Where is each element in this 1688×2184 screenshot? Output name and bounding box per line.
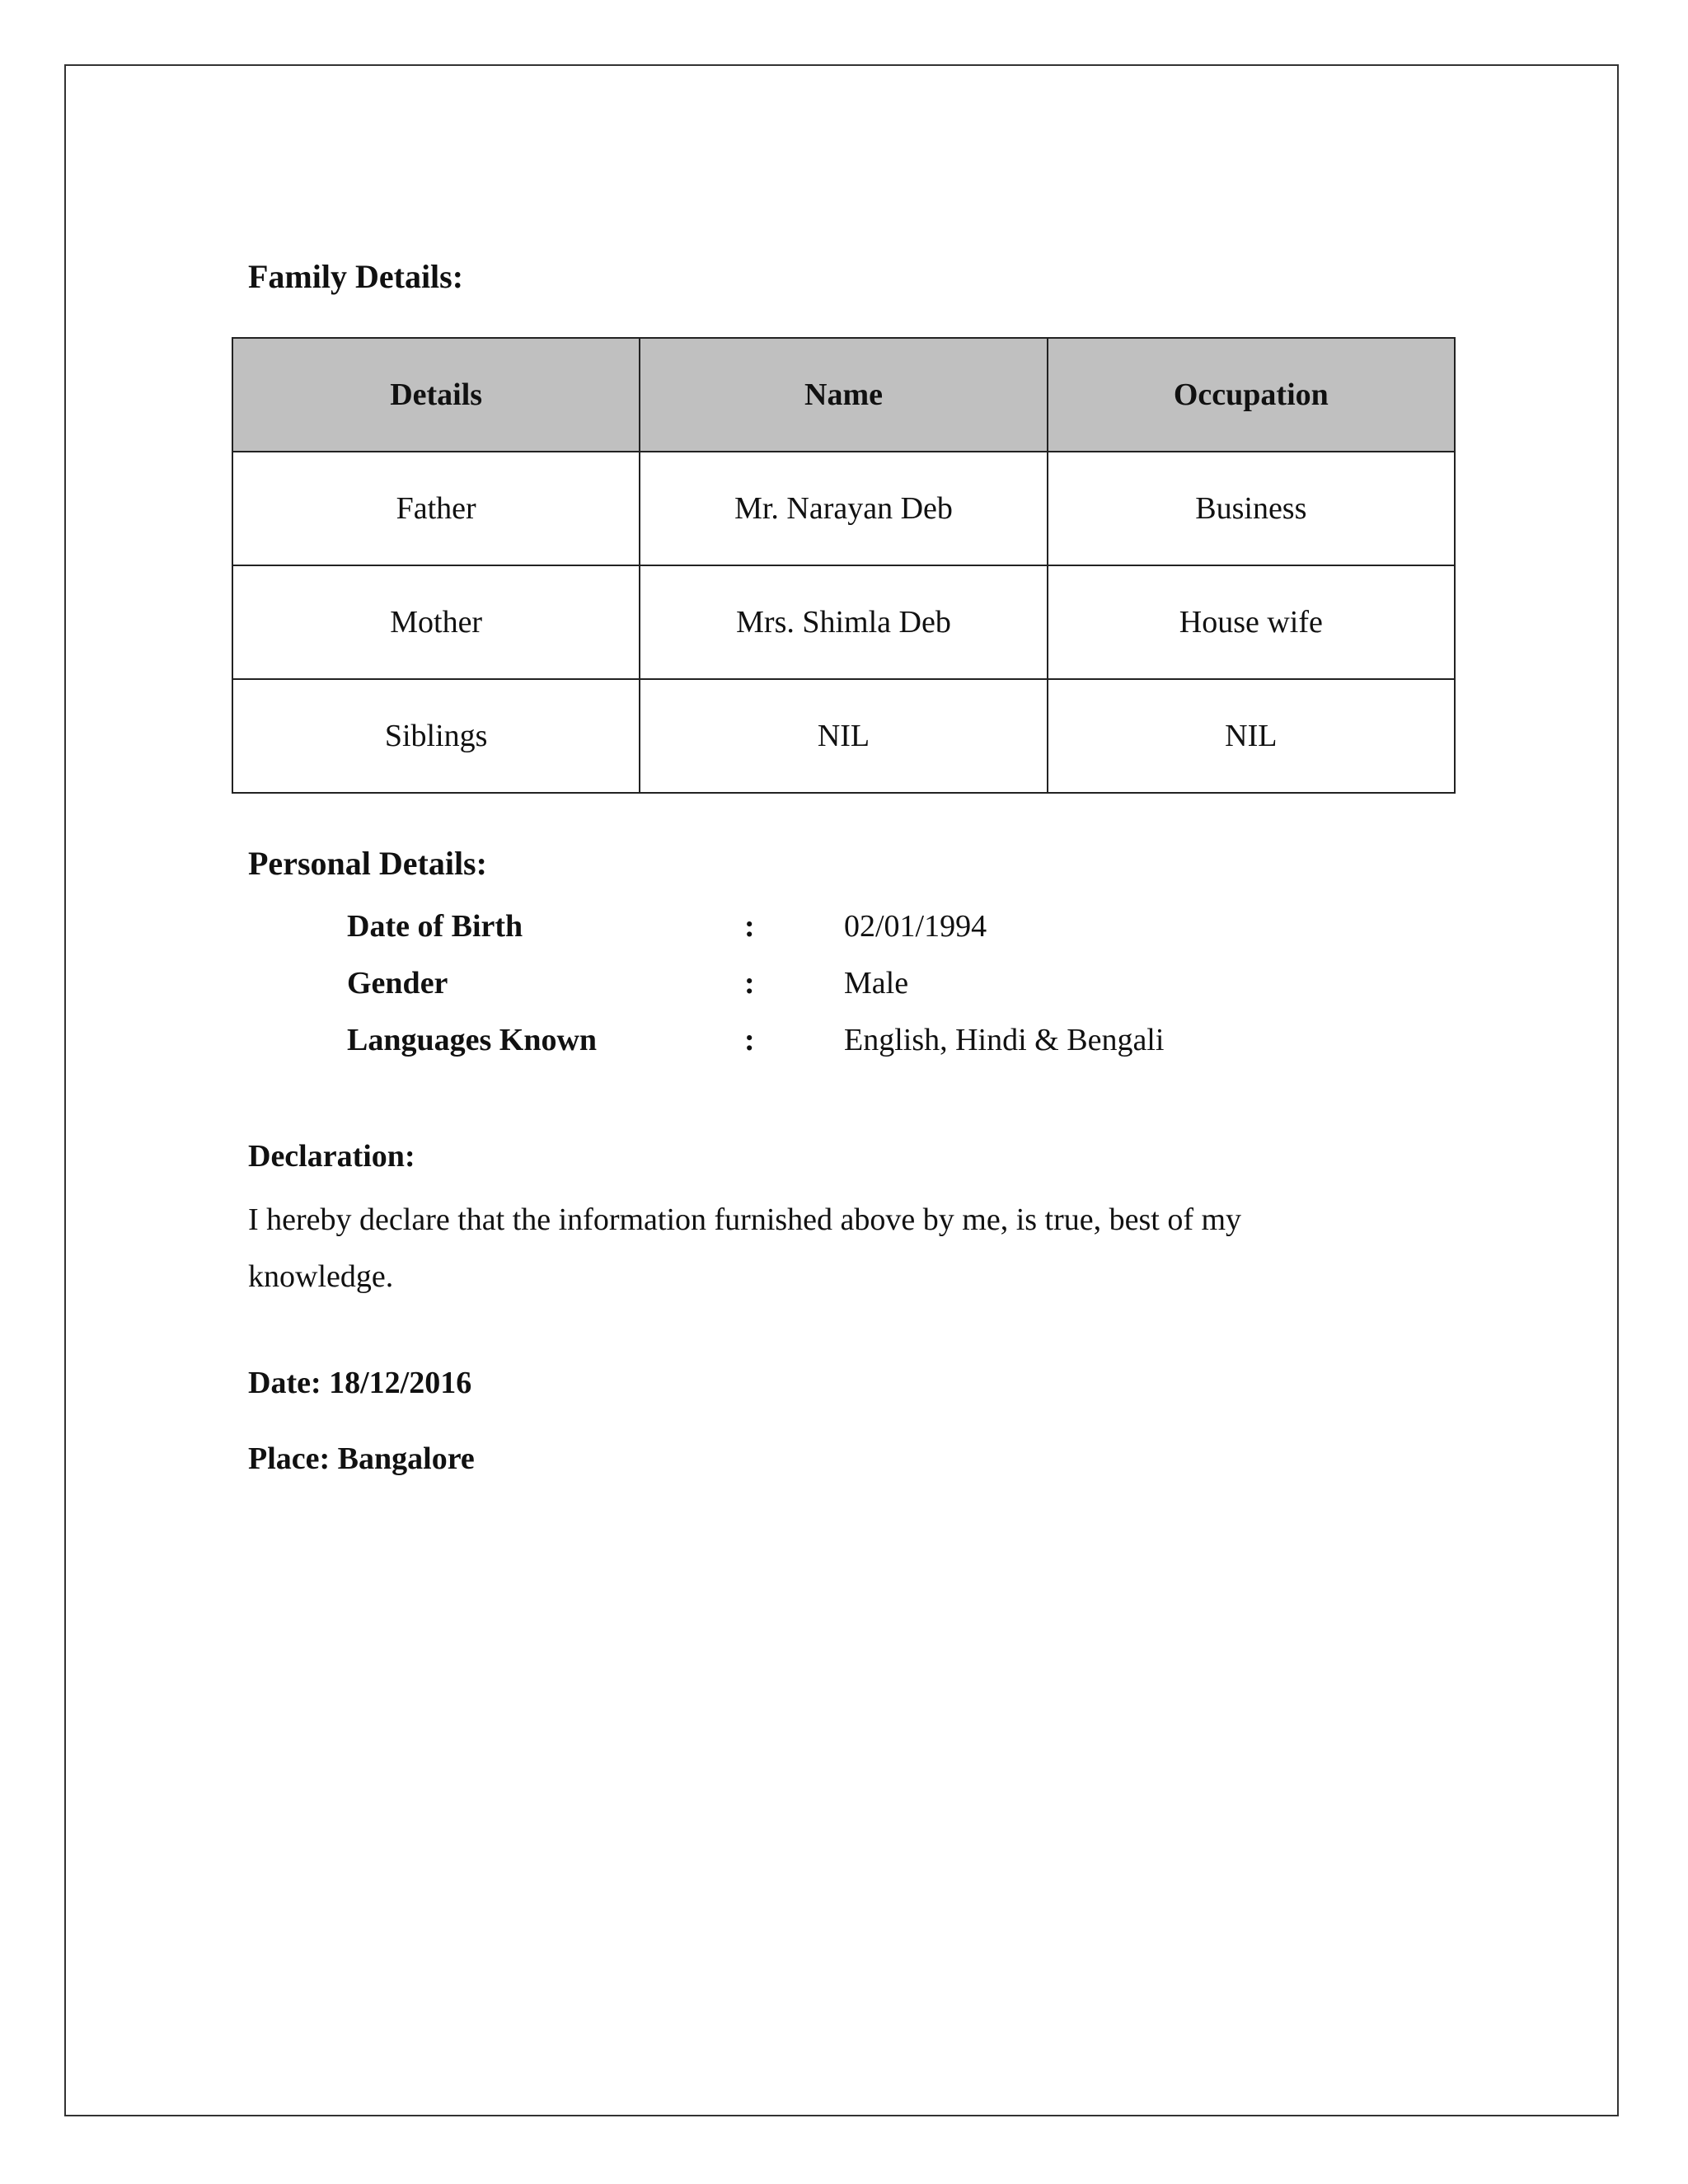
languages-known-label: Languages Known [347, 1023, 598, 1057]
column-header-details: Details [232, 338, 640, 452]
table-cell-occupation: House wife [1048, 565, 1455, 679]
table-cell-occupation: Business [1048, 452, 1455, 565]
field-separator: : [744, 909, 755, 944]
field-separator: : [744, 966, 755, 1001]
table-row [232, 679, 1455, 793]
gender-value: Male [844, 966, 909, 1001]
table-cell-relation: Siblings [232, 679, 640, 793]
table-cell-name: NIL [640, 679, 1047, 793]
date-line: Date: 18/12/2016 [248, 1366, 472, 1400]
personal-detail-row [347, 1020, 1418, 1077]
table-cell-relation: Father [232, 452, 640, 565]
personal-detail-row [347, 963, 1418, 1020]
column-header-name: Name [640, 338, 1047, 452]
personal-detail-row [347, 907, 1418, 963]
date-of-birth-label: Date of Birth [347, 909, 523, 944]
table-cell-name: Mr. Narayan Deb [640, 452, 1047, 565]
table-row [232, 565, 1455, 679]
family-details-table [232, 337, 1456, 794]
field-separator: : [744, 1023, 755, 1057]
column-header-occupation: Occupation [1048, 338, 1455, 452]
family-details-heading: Family Details: [248, 258, 464, 295]
table-cell-occupation: NIL [1048, 679, 1455, 793]
languages-known-value: English, Hindi & Bengali [844, 1023, 1165, 1057]
table-cell-relation: Mother [232, 565, 640, 679]
table-header-row [232, 338, 1455, 452]
table-cell-name: Mrs. Shimla Deb [640, 565, 1047, 679]
declaration-heading: Declaration: [248, 1139, 415, 1174]
personal-details-list [347, 907, 1418, 1077]
gender-label: Gender [347, 966, 448, 1001]
table-row [232, 452, 1455, 565]
declaration-text: I hereby declare that the information furnished above by me, is true, best of my knowledge. [248, 1202, 1242, 1294]
date-of-birth-value: 02/01/1994 [844, 909, 987, 944]
personal-details-heading: Personal Details: [248, 845, 487, 882]
place-line: Place: Bangalore [248, 1441, 475, 1476]
